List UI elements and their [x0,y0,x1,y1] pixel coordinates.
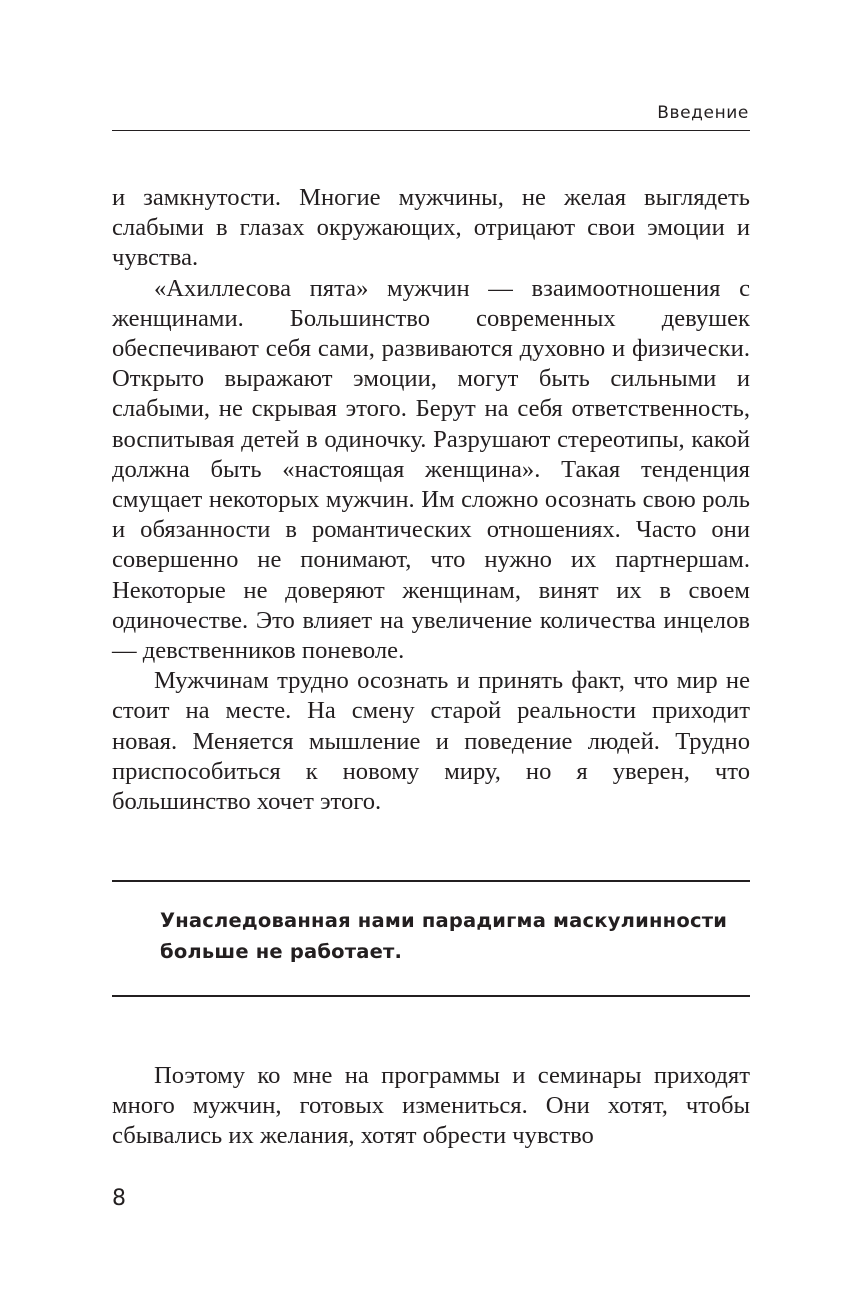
paragraph: «Ахиллесова пята» мужчин — взаимоотношения с женщинами. Большинство современных девушек обеспечивают себя сами, развиваются духовно и физически. Открыто выражают эмоции, могут быть сильными и слабыми, не скрывая этого. Берут на себя ответственность, воспитывая детей в одиночку. Разрушают стереотипы, какой должна быть «настоящая женщина». Такая тенденция смущает некоторых мужчин. Им сложно осознать свою роль и обязанности в романтических отношениях. Часто они совершенно не понимают, что нужно их партнершам. Некоторые не доверяют женщинам, винят их в своем одиночестве. Это влияет на увеличение количества инцелов — девственников поневоле. [112,274,750,665]
body-text-bottom [112,1061,750,1152]
pull-quote-rule-top [112,880,750,882]
paragraph: Мужчинам трудно осознать и принять факт, что мир не стоит на месте. На смену старой реальности приходит новая. Меняется мышление и поведение людей. Трудно приспособиться к новому миру, но я уверен, что большинство хочет этого. [112,667,750,816]
pull-quote-rule-bottom [112,995,750,997]
header-rule [112,130,750,131]
page-number: 8 [112,1186,126,1211]
paragraph-continued: и замкнутости. Многие мужчины, не желая выглядеть слабыми в глазах окружающих, отрицают свои эмоции и чувства. [112,184,750,272]
running-head: Введение [657,103,749,123]
pull-quote: Унаследованная нами парадигма маскулинности больше не работает. [160,909,728,963]
body-text-top [112,183,750,817]
paragraph: Поэтому ко мне на программы и семинары приходят много мужчин, готовых измениться. Они хотят, чтобы сбывались их желания, хотят обрести чувство [112,1062,750,1150]
